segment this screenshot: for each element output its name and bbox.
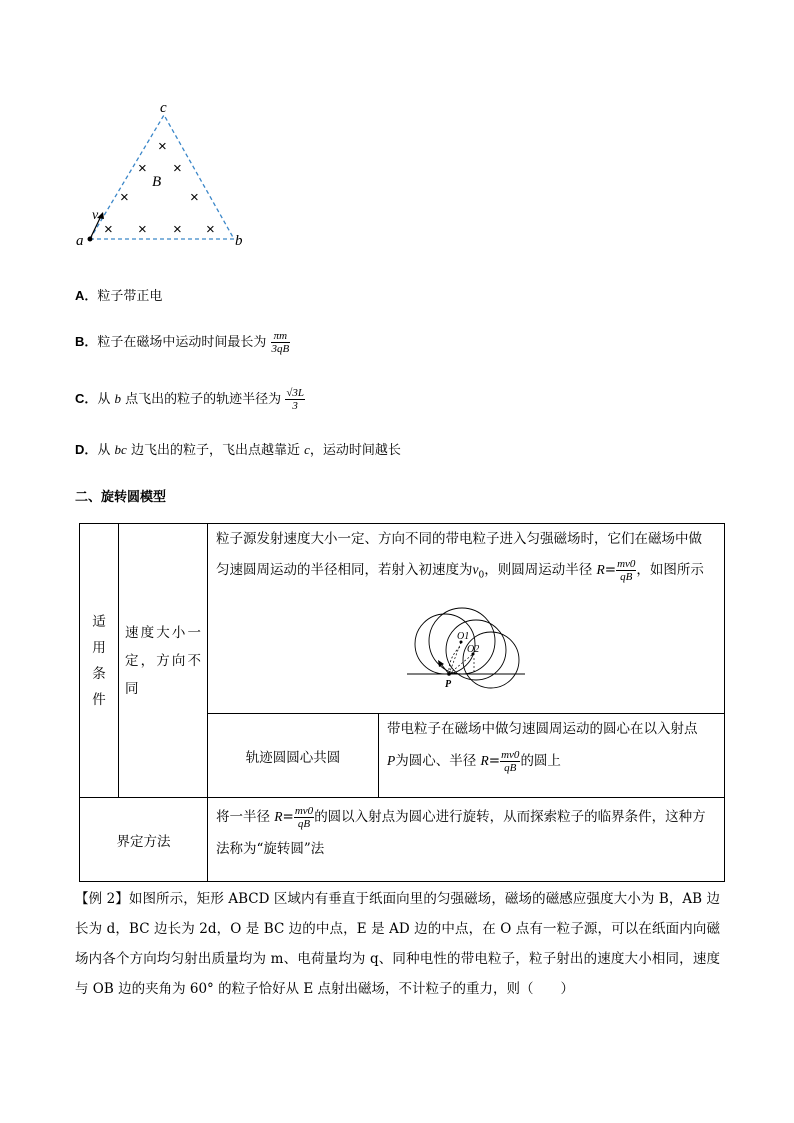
option-a: A．粒子带正电 xyxy=(75,288,163,304)
svg-text:×: × xyxy=(138,160,147,177)
label-b: b xyxy=(235,233,243,249)
condition-label-cell xyxy=(80,524,119,798)
svg-text:×: × xyxy=(190,189,199,206)
svg-text:×: × xyxy=(173,221,182,238)
method-line1: 将一半径 R= $\frac{mv0}{qB}$ 的圆以入射点为圆心进行旋转，从而探索粒子的临界条件，这种方 xyxy=(216,805,706,830)
label-B: B xyxy=(152,174,162,190)
option-d: D．从 bc 边飞出的粒子，飞出点越靠近 c，运动时间越长 xyxy=(75,442,401,458)
svg-text:×: × xyxy=(104,221,113,238)
description-line1: 粒子源发射速度大小一定、方向不同的带电粒子进入匀强磁场时，它们在磁场中做 xyxy=(216,531,702,547)
svg-text:×: × xyxy=(206,221,215,238)
condition-label: 适用条件 xyxy=(92,613,106,708)
label-O1: O1 xyxy=(457,630,470,642)
rotating-circle-table xyxy=(79,523,725,882)
label-c: c xyxy=(160,100,167,116)
option-b-fraction: $\frac{\pi m}{3qB}$ xyxy=(271,330,290,355)
sub-label-cell xyxy=(208,714,379,798)
description-line2: 匀速圆周运动的半径相同，若射入初速度为$v_0$，则圆周运动半径 R= $\frac{mv0}{qB}$ ，如图所示 xyxy=(216,558,704,583)
sub-description-line1: 带电粒子在磁场中做匀速圆周运动的圆心在以入射点 xyxy=(387,721,698,737)
sub-label: 轨迹圆圆心共圆 xyxy=(245,749,341,766)
description-cell xyxy=(208,524,725,714)
triangle-figure xyxy=(70,95,260,255)
method-label-cell xyxy=(80,798,208,882)
label-v: v xyxy=(92,208,99,223)
speed-condition: 速度大小一定，方向不同 xyxy=(125,624,201,697)
speed-condition-cell xyxy=(119,524,208,798)
label-a: a xyxy=(76,233,84,249)
svg-text:×: × xyxy=(120,189,129,206)
section-heading: 二、旋转圆模型 xyxy=(75,490,167,505)
sub-description-cell xyxy=(379,714,725,798)
method-label: 界定方法 xyxy=(116,833,171,850)
method-line2: 法称为“旋转圆”法 xyxy=(216,841,325,857)
method-description-cell xyxy=(208,798,725,882)
svg-text:×: × xyxy=(158,138,167,155)
label-P: P xyxy=(445,678,452,690)
example-2-paragraph: 【例 2】如图所示，矩形 ABCD 区域内有垂直于纸面向里的匀强磁场，磁场的磁感应强度大小为 B，AB 边长为 d，BC 边长为 2d，O 是 BC 边的中点，E 是 AD 边的中点，在 O 点有一粒子源，可以在纸面内向磁场内各个方向均匀射出质量均为 m、电荷量均为 q、同种电性的带电粒子，粒子射出的速度大小相同，速度与 OB 边的夹角为 60° 的粒子恰好从 E 点射出磁场，不计粒子的重力，则（ ） xyxy=(75,891,720,997)
option-c: C．从 b 点飞出的粒子的轨迹半径为 $\frac{√3L}{3}$ xyxy=(75,387,304,412)
option-b: B．粒子在磁场中运动时间最长为 $\frac{\pi m}{3qB}$ xyxy=(75,330,290,355)
option-c-fraction: $\frac{√3L}{3}$ xyxy=(286,387,304,412)
svg-text:×: × xyxy=(138,221,147,238)
sub-description-line2: P为圆心、半径 R= $\frac{mv0}{qB}$ 的圆上 xyxy=(387,749,561,774)
label-O2: O2 xyxy=(467,643,480,655)
svg-text:×: × xyxy=(173,160,182,177)
rotating-circles-figure xyxy=(401,596,531,696)
